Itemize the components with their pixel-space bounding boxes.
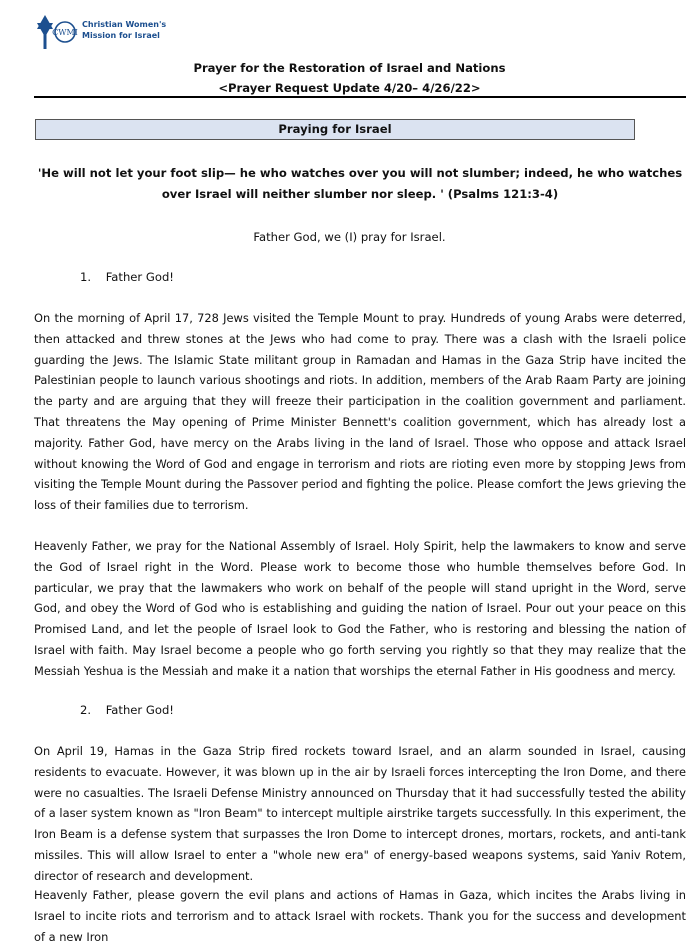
paragraph: On April 19, Hamas in the Gaza Strip fired rockets toward Israel, and an alarm sounded in Israel, causing residents to evacuate. However, it was blown up in the air by Israeli forces intercepting the Iron Dome, and there were no casualties. The Israeli Defense Ministry announced on Thursday that it had successfully tested the ability of a laser system known as "Iron Beam" to intercept multiple airstrike targets successfully. In this experiment, the Iron Beam is a defense system that surpasses the Iron Dome to intercept drones, mortars, rockets, and anti-tank missiles. This will allow Israel to enter a "whole new era" of energy-based weapons systems, said Yaniv Rotem, director of research and development.	[34, 744, 686, 883]
paragraph: Heavenly Father, we pray for the National Assembly of Israel. Holy Spirit, help the lawmakers to know and serve the God of Israel right in the Word. Please work to become those who humble themselves before God. In particular, we pray that the lawmakers who work on behalf of the people will stand upright in the Word, serve God, and obey the Word of God who is establishing and guiding the nation of Israel. Pour out your peace on this Promised Land, and let the people of Israel look to God the Father, who is restoring and blessing the nation of Israel with faith. May Israel become a people who go forth serving you rightly so that they may realize that the Messiah Yeshua is the Messiah and make it a nation that worships the eternal Father in His goodness and mercy.	[34, 539, 686, 678]
logo-line-2: Mission for Israel	[82, 31, 160, 40]
document-header	[0, 58, 699, 98]
monogram: CWMI	[52, 28, 78, 37]
header-divider	[34, 96, 686, 98]
list-number: 2.	[80, 703, 92, 717]
page-subtitle: <Prayer Request Update 4/20– 4/26/22>	[218, 81, 481, 95]
paragraph: Heavenly Father, please govern the evil plans and actions of Hamas in Gaza, which incites the Arabs living in Israel to incite riots and terrorism and to attack Israel with rockets. Thank you for the success and development of a new Iron	[34, 888, 686, 944]
list-heading-text: Father God!	[105, 703, 174, 717]
logo-text	[82, 19, 166, 41]
logo-line-1: Christian Women's	[82, 20, 167, 29]
paragraph: On the morning of April 17, 728 Jews visited the Temple Mount to pray. Hundreds of young Arabs were deterred, then attacked and threw stones at the Jews who had come to pray. There was a clash with the Israeli police guarding the Jews. The Islamic State militant group in Ramadan and Hamas in the Gaza Strip have incited the Palestinian people to launch various shootings and riots. In addition, members of the Arab Raam Party are joining the party and are arguing that they will freeze their participation in the coalition government and parliament. That threatens the May opening of Prime Minister Bennett's coalition government, which has already lost a majority. Father God, have mercy on the Arabs living in the land of Israel. Those who oppose and attack Israel without knowing the Word of God and engage in terrorism and riots are rioting even more by stopping Jews from visiting the Temple Mount during the Passover period and fighting the police. Please comfort the Jews grieving the loss of their families due to terrorism.	[34, 311, 687, 513]
intro-line: Father God, we (I) pray for Israel.	[253, 230, 446, 244]
section-title: Praying for Israel	[35, 119, 635, 140]
list-heading	[80, 700, 174, 720]
page-title: Prayer for the Restoration of Israel and Nations	[193, 61, 506, 75]
star-of-david-icon	[34, 13, 80, 51]
logo	[34, 13, 174, 51]
list-number: 1.	[80, 270, 92, 284]
scripture-verse: 'He will not let your foot slip— he who watches over you will not slumber; indeed, he who watches over Israel will neither slumber nor sleep. ' (Psalms 121:3-4)	[37, 166, 683, 201]
list-heading	[80, 267, 174, 287]
list-heading-text: Father God!	[105, 270, 174, 284]
